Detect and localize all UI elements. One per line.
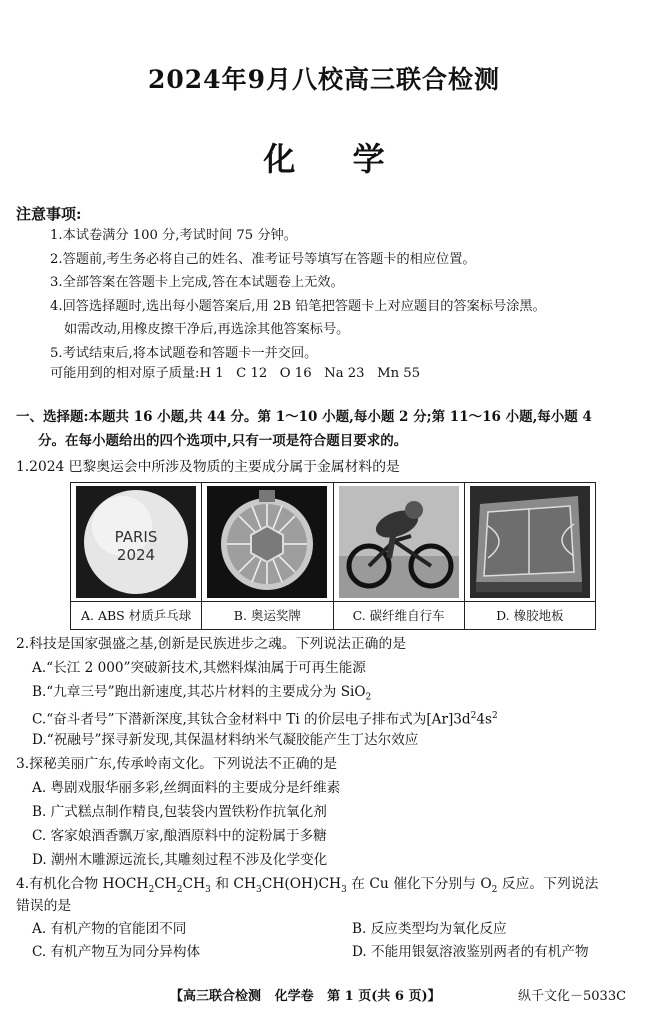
section-heading: [16, 405, 636, 453]
subject-title: 化 学: [263, 140, 385, 178]
question-3-option-b: B. 广式糕点制作精良,包装袋内置铁粉作抗氧化剂: [32, 804, 327, 820]
question-1-stem: 1.2024 巴黎奥运会中所涉及物质的主要成分属于金属材料的是: [16, 459, 400, 475]
notice-item: 5.考试结束后,将本试题卷和答题卡一并交回。: [50, 345, 318, 361]
question-1-image-table: [70, 482, 596, 630]
option-a-caption: A. ABS 材质乒乓球: [81, 608, 192, 623]
option-a-cell: [71, 483, 202, 630]
question-3-option-d: D. 潮州木雕源远流长,其雕刻过程不涉及化学变化: [32, 852, 328, 868]
bicycle-image: [334, 483, 464, 602]
notice-item: 1.本试卷满分 100 分,考试时间 75 分钟。: [50, 228, 297, 243]
publisher-code: 纵千文化－5033C: [518, 989, 627, 1004]
option-d-caption: D. 橡胶地板: [496, 608, 564, 623]
option-c-caption: C. 碳纤维自行车: [352, 608, 445, 623]
section-line-2: 分。在每小题给出的四个选项中,只有一项是符合题目要求的。: [38, 433, 408, 449]
question-3-option-a: A. 粤剧戏服华丽多彩,丝绸面料的主要成分是纤维素: [32, 780, 341, 796]
question-2-option-c: C.“奋斗者号”下潜新深度,其钛合金材料中 Ti 的价层电子排布式为$[Ar]3d^24s^2$: [32, 711, 498, 728]
question-4-stem: 4.有机化合物 $HOCH_2CH_2CH_3$ 和 $CH_3CH(OH)CH_3$ 在 Cu 催化下分别与 $O_2$ 反应。下列说法: [16, 876, 599, 895]
question-2-option-d: D.“祝融号”探寻新发现,其保温材料纳米气凝胶能产生丁达尔效应: [32, 732, 419, 748]
question-4-option-b: B. 反应类型均为氧化反应: [352, 921, 507, 937]
option-c-cell: [333, 483, 464, 630]
notice-heading: 注意事项:: [16, 205, 82, 223]
notice-list: [50, 224, 640, 365]
ball-text-1: PARIS: [114, 528, 158, 546]
notice-item: 如需改动,用橡皮擦干净后,再选涂其他答案标号。: [64, 322, 350, 337]
question-4-option-a: A. 有机产物的官能团不同: [32, 921, 187, 937]
notice-item: 4.回答选择题时,选出每小题答案后,用 2B 铅笔把答题卡上对应题目的答案标号涂黑。: [50, 298, 546, 314]
question-3-stem: 3.探秘美丽广东,传承岭南文化。下列说法不正确的是: [16, 756, 338, 772]
notice-item: 3.全部答案在答题卡上完成,答在本试题卷上无效。: [50, 275, 344, 290]
question-4-option-c: C. 有机产物互为同分异构体: [32, 944, 201, 960]
option-d-cell: [464, 483, 595, 630]
question-2-option-a: A.“长江 2 000”突破新技术,其燃料煤油属于可再生能源: [32, 660, 366, 676]
pingpong-ball-image: [71, 483, 201, 602]
rubber-floor-image: [465, 483, 595, 602]
question-2-option-b: B.“九章三号”跑出新速度,其芯片材料的主要成分为 SiO$_2$: [32, 684, 372, 703]
exam-title: 2024年9月八校高三联合检测: [148, 65, 500, 94]
notice-item: 2.答题前,考生务必将自己的姓名、准考证号等填写在答题卡的相应位置。: [50, 251, 476, 267]
medal-image: [202, 483, 332, 602]
option-b-cell: [202, 483, 333, 630]
question-4-option-d: D. 不能用银氨溶液鉴别两者的有机产物: [352, 944, 589, 960]
option-b-caption: B. 奥运奖牌: [233, 608, 301, 623]
ball-text-2: 2024: [117, 546, 156, 564]
page-footer: 【高三联合检测 化学卷 第 1 页(共 6 页)】: [170, 989, 441, 1004]
atomic-masses: 可能用到的相对原子质量:H 1 C 12 O 16 Na 23 Mn 55: [50, 366, 421, 381]
question-2-stem: 2.科技是国家强盛之基,创新是民族进步之魂。下列说法正确的是: [16, 636, 407, 652]
question-3-option-c: C. 客家娘酒香飘万家,酿酒原料中的淀粉属于多糖: [32, 828, 327, 844]
section-line-1: 一、选择题:本题共 16 小题,共 44 分。第 1～10 小题,每小题 2 分;第 11～16 小题,每小题 4: [16, 409, 592, 425]
question-4-stem-line2: 错误的是: [16, 898, 72, 914]
